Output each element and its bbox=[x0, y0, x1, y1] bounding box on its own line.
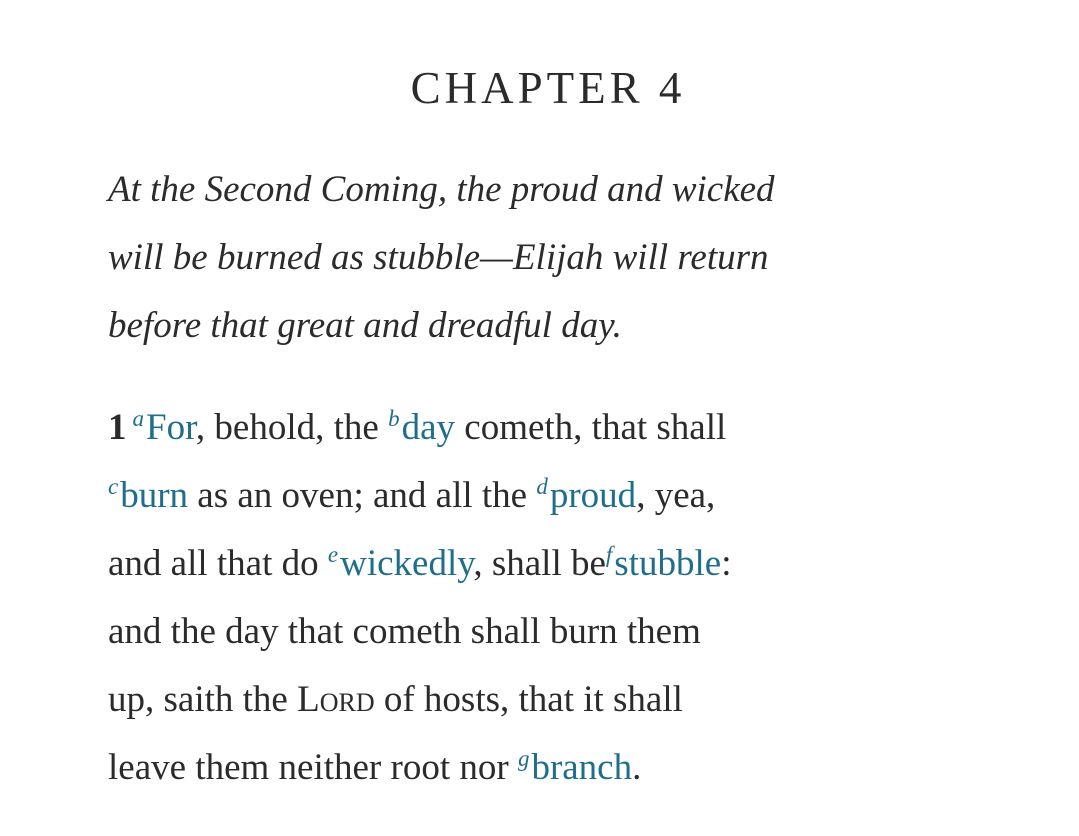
footnote-link-for[interactable]: For bbox=[146, 407, 196, 448]
verse-text: as an oven; and all the bbox=[188, 475, 537, 516]
footnote-marker-b[interactable]: b bbox=[388, 406, 400, 431]
footnote-marker-d[interactable]: d bbox=[536, 474, 548, 499]
verse-text: , shall be bbox=[473, 543, 606, 584]
verse-text: cometh, that shall bbox=[455, 407, 727, 448]
footnote-marker-e[interactable]: e bbox=[327, 542, 339, 567]
verse-text: leave them neither root nor bbox=[108, 747, 518, 788]
summary-line-1: At the Second Coming, the proud and wicked bbox=[108, 169, 775, 210]
footnote-link-wickedly[interactable]: wickedly bbox=[340, 543, 474, 584]
verse-text: , behold, the bbox=[195, 407, 389, 448]
verse-1 bbox=[108, 394, 958, 802]
summary-line-3: before that great and dreadful day. bbox=[108, 305, 622, 346]
verse-text: up, saith the bbox=[108, 679, 298, 720]
verse-text: and all that do bbox=[108, 543, 328, 584]
verse-text: . bbox=[632, 747, 642, 788]
footnote-marker-g[interactable]: g bbox=[517, 746, 530, 771]
verse-text: , yea, bbox=[636, 475, 716, 516]
footnote-marker-f[interactable]: f bbox=[605, 542, 613, 567]
summary-line-2: will be burned as stubble—Elijah will return bbox=[108, 237, 769, 278]
footnote-link-branch[interactable]: branch bbox=[531, 747, 633, 788]
chapter-summary bbox=[108, 156, 958, 360]
footnote-marker-a[interactable]: a bbox=[132, 406, 144, 431]
footnote-link-burn[interactable]: burn bbox=[120, 475, 189, 516]
verse-text: and the day that cometh shall burn them bbox=[108, 611, 701, 652]
verse-text: : bbox=[721, 543, 732, 584]
footnote-link-day[interactable]: day bbox=[401, 407, 456, 448]
chapter-title: CHAPTER 4 bbox=[410, 63, 686, 113]
footnote-marker-c[interactable]: c bbox=[108, 474, 119, 499]
verse-text: of hosts, that it shall bbox=[374, 679, 683, 720]
lord-smallcaps: Lord bbox=[297, 679, 375, 720]
footnote-link-proud[interactable]: proud bbox=[549, 475, 637, 516]
footnote-link-stubble[interactable]: stubble bbox=[614, 543, 722, 584]
verse-number: 1 bbox=[108, 407, 127, 448]
